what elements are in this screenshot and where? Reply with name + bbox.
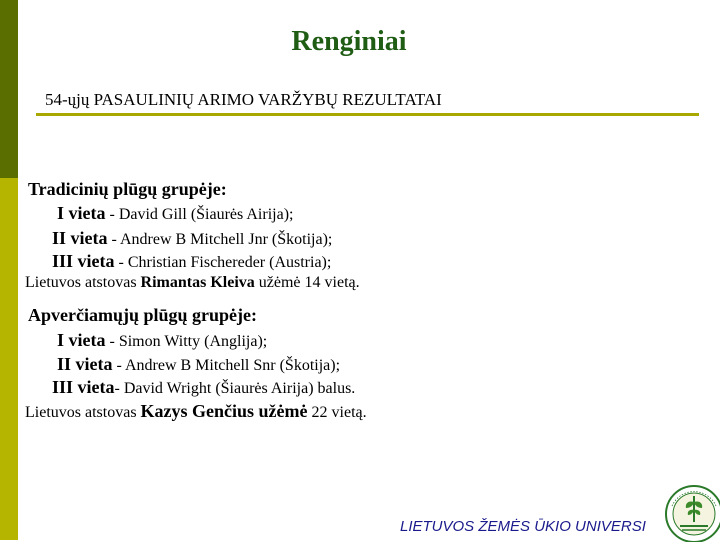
separator: - xyxy=(107,231,120,248)
result-line xyxy=(57,354,340,375)
sidebar-accent-bottom xyxy=(0,178,18,540)
national-athlete-name: Kazys Genčius užėmė xyxy=(140,401,308,421)
place-label: II vieta xyxy=(52,228,108,248)
section-heading-traditional: Tradicinių plūgų grupėje: xyxy=(28,179,227,199)
place-label: II vieta xyxy=(57,354,113,374)
subtitle: 54-ųjų PASAULINIŲ ARIMO VARŽYBŲ REZULTATAI xyxy=(45,90,442,109)
winner-name: David Gill (Šiaurės Airija); xyxy=(118,206,294,223)
separator: - xyxy=(112,357,125,374)
national-result-line xyxy=(25,401,367,422)
national-suffix: užėmė 14 vietą. xyxy=(254,274,360,291)
result-line xyxy=(57,330,267,351)
place-label: III vieta xyxy=(52,251,115,271)
separator: - xyxy=(105,333,119,350)
place-label: III vieta xyxy=(52,377,115,397)
national-athlete-name: Rimantas Kleiva xyxy=(140,274,255,291)
winner-name: Christian Fischereder (Austria); xyxy=(127,254,332,271)
result-line xyxy=(52,251,331,272)
place-label: I vieta xyxy=(57,330,106,350)
result-line xyxy=(52,377,355,398)
section-heading-reversible: Apverčiamųjų plūgų grupėje: xyxy=(28,305,257,325)
result-line xyxy=(57,203,293,224)
winner-name: Andrew B Mitchell Jnr (Škotija); xyxy=(119,231,333,248)
winner-name: Simon Witty (Anglija); xyxy=(118,333,268,350)
national-result-line xyxy=(25,274,360,292)
result-line xyxy=(52,228,332,249)
title-divider xyxy=(36,113,699,116)
separator: - xyxy=(114,254,128,271)
separator: - xyxy=(114,380,124,397)
winner-name: David Wright (Šiaurės Airija) balus. xyxy=(123,380,356,397)
page-title: Renginiai xyxy=(291,26,407,57)
place-label: I vieta xyxy=(57,203,106,223)
footer-university-name: LIETUVOS ŽEMĖS ŪKIO UNIVERSI xyxy=(400,518,646,535)
winner-name: Andrew B Mitchell Snr (Škotija); xyxy=(124,357,341,374)
national-suffix: 22 vietą. xyxy=(307,404,367,421)
university-seal-icon xyxy=(662,482,720,542)
separator: - xyxy=(105,206,119,223)
national-prefix: Lietuvos atstovas xyxy=(25,274,141,291)
national-prefix: Lietuvos atstovas xyxy=(25,404,141,421)
